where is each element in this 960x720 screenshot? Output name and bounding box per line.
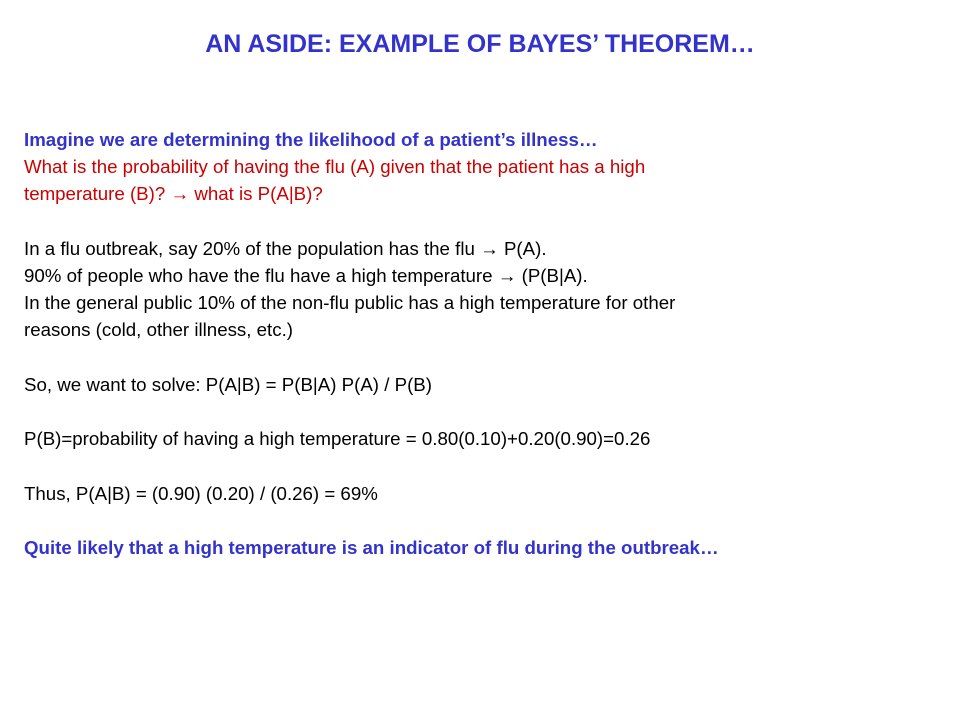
slide-title: AN ASIDE: EXAMPLE OF BAYES’ THEOREM… — [205, 30, 755, 58]
fact-likelihood: 90% of people who have the flu have a high temperature → (P(B|A). — [24, 265, 588, 286]
fact-prior: In a flu outbreak, say 20% of the population has the flu → P(A). — [24, 237, 547, 259]
bayes-formula: So, we want to solve: P(A|B) = P(B|A) P(A) / P(B) — [24, 373, 432, 395]
spacer — [24, 507, 944, 534]
evidence-calculation: P(B)=probability of having a high temperature = 0.80(0.10)+0.20(0.90)=0.26 — [24, 428, 651, 450]
question-line-1: What is the probability of having the flu (A) given that the patient has a high — [24, 156, 646, 178]
spacer — [24, 208, 944, 235]
spacer — [24, 344, 944, 371]
conclusion-text: Quite likely that a high temperature is an indicator of flu during the outbreak… — [24, 536, 719, 558]
spacer — [24, 398, 944, 425]
spacer — [24, 452, 944, 479]
slide-body — [24, 126, 944, 561]
intro-text: Imagine we are determining the likelihood of a patient’s illness… — [24, 129, 598, 150]
question-line-2: temperature (B)? → what is P(A|B)? — [24, 183, 323, 205]
fact-false-positive-line-1: In the general public 10% of the non-flu public has a high temperature for other — [24, 292, 676, 314]
posterior-result: Thus, P(A|B) = (0.90) (0.20) / (0.26) = 69% — [24, 482, 378, 504]
fact-false-positive-line-2: reasons (cold, other illness, etc.) — [24, 319, 294, 341]
